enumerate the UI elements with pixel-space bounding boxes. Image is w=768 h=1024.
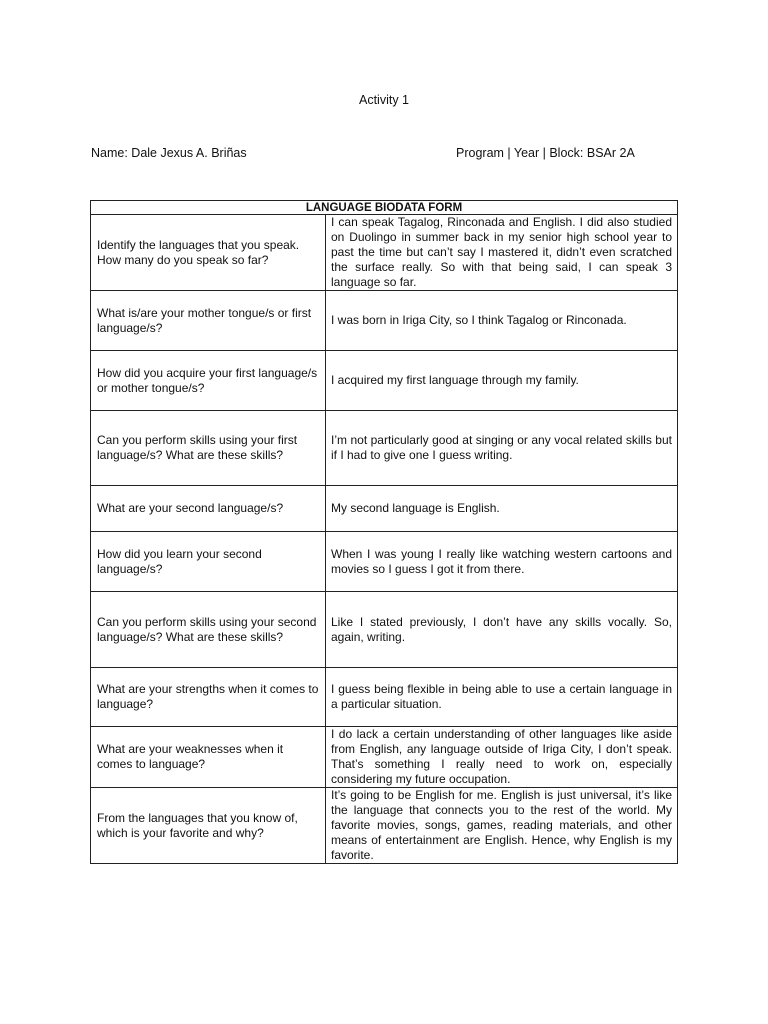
question-cell: Can you perform skills using your first language/s? What are these skills? (91, 411, 326, 486)
student-name: Name: Dale Jexus A. Briñas (91, 146, 247, 160)
table-row (91, 592, 678, 668)
answer-cell: I acquired my first language through my family. (326, 351, 678, 411)
question-cell: Can you perform skills using your second language/s? What are these skills? (91, 592, 326, 668)
question-cell: What are your strengths when it comes to language? (91, 668, 326, 727)
language-biodata-form-table (90, 200, 678, 864)
table-row (91, 788, 678, 864)
question-cell: What are your second language/s? (91, 486, 326, 532)
table-row (91, 411, 678, 486)
answer-cell: I’m not particularly good at singing or any vocal related skills but if I had to give one I guess writing. (326, 411, 678, 486)
question-cell: From the languages that you know of, which is your favorite and why? (91, 788, 326, 864)
form-title: LANGUAGE BIODATA FORM (91, 201, 678, 215)
table-row (91, 291, 678, 351)
document-title: Activity 1 (358, 93, 409, 107)
table-row (91, 532, 678, 592)
form-title-row (91, 201, 678, 215)
answer-cell: I was born in Iriga City, so I think Tagalog or Rinconada. (326, 291, 678, 351)
answer-cell: I can speak Tagalog, Rinconada and English. I did also studied on Duolingo in summer back in my senior high school year to past the time but can’t say I mastered it, didn’t even scratched the surface really. So with that being said, I can speak 3 language so far. (326, 215, 678, 291)
question-cell: How did you learn your second language/s? (91, 532, 326, 592)
table-row (91, 486, 678, 532)
answer-cell: When I was young I really like watching western cartoons and movies so I guess I got it from there. (326, 532, 678, 592)
program-year-block: Program | Year | Block: BSAr 2A (456, 146, 635, 160)
answer-cell: I guess being flexible in being able to use a certain language in a particular situation. (326, 668, 678, 727)
question-cell: What is/are your mother tongue/s or first language/s? (91, 291, 326, 351)
table-row (91, 668, 678, 727)
answer-cell: My second language is English. (326, 486, 678, 532)
answer-cell: Like I stated previously, I don’t have any skills vocally. So, again, writing. (326, 592, 678, 668)
answer-cell: I do lack a certain understanding of other languages like aside from English, any language outside of Iriga City, I don’t speak. That’s something I really need to work on, especially considering my future occupation. (326, 727, 678, 788)
question-cell: How did you acquire your first language/s or mother tongue/s? (91, 351, 326, 411)
table-row (91, 215, 678, 291)
answer-cell: It’s going to be English for me. English is just universal, it’s like the language that connects you to the rest of the world. My favorite movies, songs, games, reading materials, and other means of entertainment are English. Hence, why English is my favorite. (326, 788, 678, 864)
table-row (91, 351, 678, 411)
table-row (91, 727, 678, 788)
question-cell: What are your weaknesses when it comes to language? (91, 727, 326, 788)
question-cell: Identify the languages that you speak. How many do you speak so far? (91, 215, 326, 291)
